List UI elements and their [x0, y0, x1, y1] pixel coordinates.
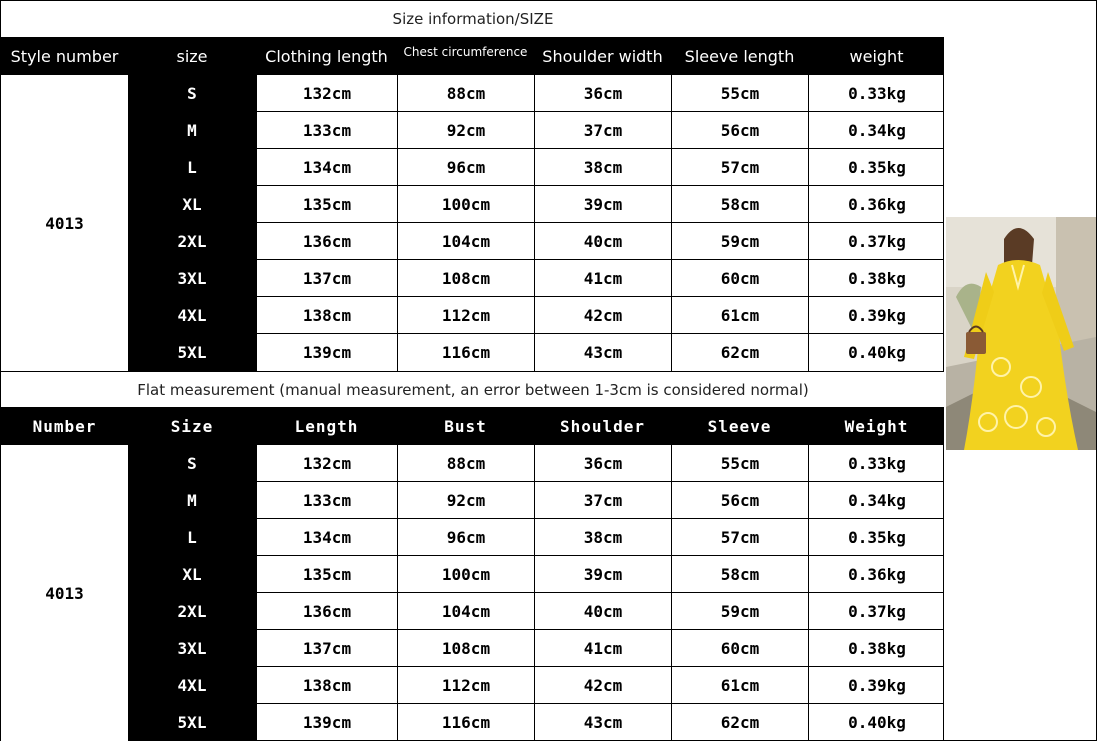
- shoulder-cell: 41cm: [534, 630, 671, 666]
- weight-cell: 0.34kg: [808, 482, 945, 518]
- size-cell: XL: [182, 565, 202, 584]
- shoulder-cell: 37cm: [534, 482, 671, 518]
- table-row: [256, 334, 945, 371]
- sleeve-cell: 60cm: [671, 630, 808, 666]
- length-cell: 137cm: [256, 630, 397, 666]
- sleeve-cell: 56cm: [671, 112, 808, 148]
- measurement-grid: [256, 445, 945, 741]
- sleeve-cell: 62cm: [671, 334, 808, 371]
- length-cell: 132cm: [256, 445, 397, 481]
- size-cell: M: [187, 121, 197, 140]
- header-sleeve-length: Sleeve length: [684, 47, 795, 66]
- bust-cell: 108cm: [397, 630, 534, 666]
- size-cell: 2XL: [177, 602, 207, 621]
- chest-cell: 100cm: [397, 186, 534, 222]
- size-cell: S: [187, 84, 197, 103]
- table-row: [256, 519, 945, 556]
- sleeve-cell: 61cm: [671, 297, 808, 333]
- header-shoulder-width: Shoulder width: [542, 47, 663, 66]
- weight-cell: 0.39kg: [808, 667, 945, 703]
- shoulder-cell: 43cm: [534, 334, 671, 371]
- table-row: [256, 186, 945, 223]
- size-information-caption: Size information/SIZE: [1, 1, 945, 38]
- chest-cell: 92cm: [397, 112, 534, 148]
- header-weight: Weight: [844, 417, 909, 436]
- table1-body: [1, 75, 945, 371]
- bust-cell: 88cm: [397, 445, 534, 481]
- weight-cell: 0.37kg: [808, 223, 945, 259]
- weight-cell: 0.38kg: [808, 260, 945, 296]
- shoulder-cell: 42cm: [534, 667, 671, 703]
- length-cell: 139cm: [256, 334, 397, 371]
- size-column: [128, 445, 256, 741]
- shoulder-cell: 36cm: [534, 75, 671, 111]
- shoulder-cell: 40cm: [534, 223, 671, 259]
- table-row: [256, 593, 945, 630]
- size-cell: L: [187, 528, 197, 547]
- weight-cell: 0.38kg: [808, 630, 945, 666]
- weight-cell: 0.33kg: [808, 445, 945, 481]
- table-row: [256, 630, 945, 667]
- bust-cell: 104cm: [397, 593, 534, 629]
- size-cell: 3XL: [177, 639, 207, 658]
- sleeve-cell: 58cm: [671, 186, 808, 222]
- size-cell: 3XL: [177, 269, 207, 288]
- header-style-number: Style number: [10, 47, 119, 66]
- size-cell: 4XL: [177, 306, 207, 325]
- size-cell: L: [187, 158, 197, 177]
- header-weight: weight: [849, 47, 904, 66]
- header-shoulder: Shoulder: [559, 417, 646, 436]
- measurement-grid: [256, 75, 945, 371]
- shoulder-cell: 42cm: [534, 297, 671, 333]
- table-row: [256, 149, 945, 186]
- sleeve-cell: 57cm: [671, 149, 808, 185]
- sleeve-cell: 61cm: [671, 667, 808, 703]
- length-cell: 136cm: [256, 593, 397, 629]
- weight-cell: 0.34kg: [808, 112, 945, 148]
- chest-cell: 112cm: [397, 297, 534, 333]
- weight-cell: 0.37kg: [808, 593, 945, 629]
- shoulder-cell: 43cm: [534, 704, 671, 741]
- sleeve-cell: 59cm: [671, 223, 808, 259]
- size-cell: M: [187, 491, 197, 510]
- weight-cell: 0.40kg: [808, 704, 945, 741]
- length-cell: 133cm: [256, 482, 397, 518]
- length-cell: 132cm: [256, 75, 397, 111]
- weight-cell: 0.39kg: [808, 297, 945, 333]
- length-cell: 137cm: [256, 260, 397, 296]
- bust-cell: 116cm: [397, 704, 534, 741]
- bust-cell: 100cm: [397, 556, 534, 592]
- weight-cell: 0.35kg: [808, 149, 945, 185]
- product-photo: [946, 217, 1096, 450]
- weight-cell: 0.36kg: [808, 556, 945, 592]
- header-chest-circumference: Chest circumference: [403, 45, 528, 59]
- sleeve-cell: 56cm: [671, 482, 808, 518]
- bust-cell: 92cm: [397, 482, 534, 518]
- table1-header-row: [1, 38, 945, 75]
- header-length: Length: [294, 417, 359, 436]
- table2-header-row: [1, 408, 945, 445]
- sleeve-cell: 62cm: [671, 704, 808, 741]
- shoulder-cell: 38cm: [534, 149, 671, 185]
- length-cell: 134cm: [256, 519, 397, 555]
- size-cell: 4XL: [177, 676, 207, 695]
- chest-cell: 88cm: [397, 75, 534, 111]
- sleeve-cell: 58cm: [671, 556, 808, 592]
- table-row: [256, 445, 945, 482]
- table-row: [256, 297, 945, 334]
- size-cell: 5XL: [177, 343, 207, 362]
- chest-cell: 108cm: [397, 260, 534, 296]
- length-cell: 135cm: [256, 186, 397, 222]
- length-cell: 139cm: [256, 704, 397, 741]
- table-row: [256, 260, 945, 297]
- weight-cell: 0.35kg: [808, 519, 945, 555]
- shoulder-cell: 37cm: [534, 112, 671, 148]
- bust-cell: 112cm: [397, 667, 534, 703]
- weight-cell: 0.36kg: [808, 186, 945, 222]
- size-column: [128, 75, 256, 371]
- sleeve-cell: 59cm: [671, 593, 808, 629]
- chest-cell: 116cm: [397, 334, 534, 371]
- shoulder-cell: 39cm: [534, 186, 671, 222]
- table-row: [256, 112, 945, 149]
- size-cell: XL: [182, 195, 202, 214]
- header-size: Size: [170, 417, 214, 436]
- length-cell: 138cm: [256, 297, 397, 333]
- header-size: size: [176, 47, 208, 66]
- table-row: [256, 223, 945, 260]
- header-clothing-length: Clothing length: [265, 47, 388, 66]
- length-cell: 135cm: [256, 556, 397, 592]
- header-sleeve: Sleeve: [707, 417, 772, 436]
- style-number-cell: 4013: [1, 445, 128, 741]
- sleeve-cell: 55cm: [671, 75, 808, 111]
- header-bust: Bust: [444, 417, 487, 436]
- sleeve-cell: 57cm: [671, 519, 808, 555]
- sleeve-cell: 60cm: [671, 260, 808, 296]
- size-cell: 2XL: [177, 232, 207, 251]
- chest-cell: 104cm: [397, 223, 534, 259]
- length-cell: 138cm: [256, 667, 397, 703]
- sleeve-cell: 55cm: [671, 445, 808, 481]
- chest-cell: 96cm: [397, 149, 534, 185]
- shoulder-cell: 40cm: [534, 593, 671, 629]
- shoulder-cell: 38cm: [534, 519, 671, 555]
- size-cell: S: [187, 454, 197, 473]
- length-cell: 134cm: [256, 149, 397, 185]
- shoulder-cell: 41cm: [534, 260, 671, 296]
- table-row: [256, 75, 945, 112]
- shoulder-cell: 39cm: [534, 556, 671, 592]
- size-cell: 5XL: [177, 713, 207, 732]
- table-row: [256, 704, 945, 741]
- style-number-cell: 4013: [1, 75, 128, 371]
- table2-body: [1, 445, 945, 741]
- yellow-dress-image: [946, 217, 1096, 450]
- shoulder-cell: 36cm: [534, 445, 671, 481]
- weight-cell: 0.33kg: [808, 75, 945, 111]
- flat-measurement-caption: Flat measurement (manual measurement, an error between 1-3cm is considered normal): [1, 371, 945, 408]
- table-row: [256, 667, 945, 704]
- bust-cell: 96cm: [397, 519, 534, 555]
- header-number: Number: [32, 417, 97, 436]
- length-cell: 136cm: [256, 223, 397, 259]
- table-row: [256, 556, 945, 593]
- weight-cell: 0.40kg: [808, 334, 945, 371]
- length-cell: 133cm: [256, 112, 397, 148]
- table-row: [256, 482, 945, 519]
